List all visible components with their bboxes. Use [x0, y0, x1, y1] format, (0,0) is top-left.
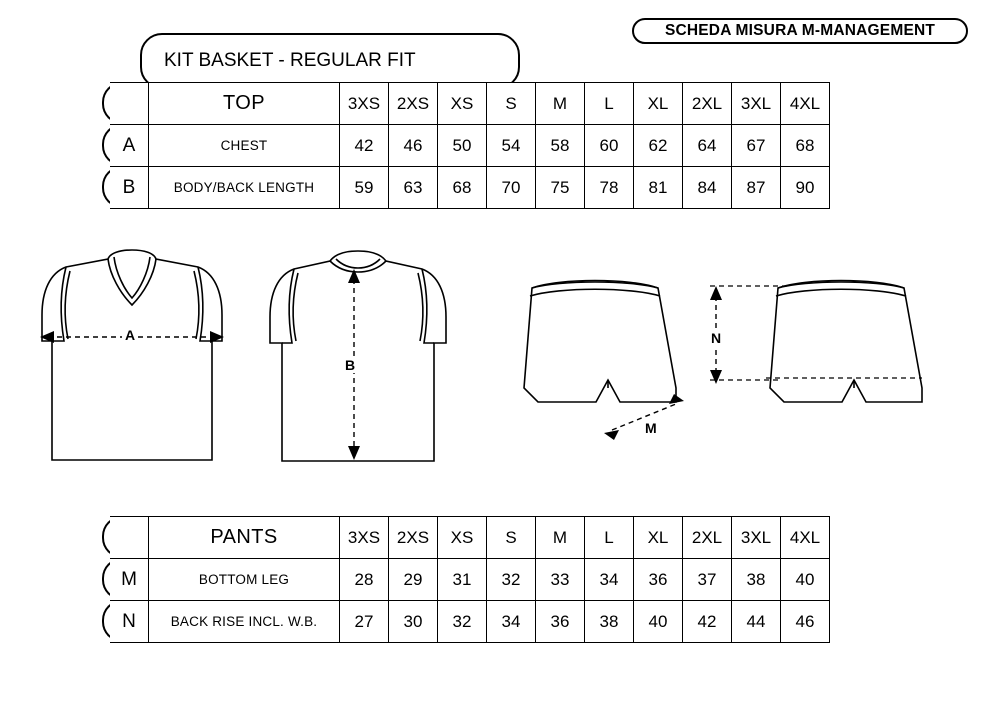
pants-size-header-5: L	[585, 517, 634, 559]
pants-row-1-name: BACK RISE INCL. W.B.	[149, 601, 340, 643]
kit-title-text: KIT BASKET - REGULAR FIT	[164, 50, 416, 71]
top-row-0-val-0: 42	[340, 125, 389, 167]
pants-row-1-val-0: 27	[340, 601, 389, 643]
pants-size-header-7: 2XL	[683, 517, 732, 559]
top-size-header-4: M	[536, 83, 585, 125]
pants-row-1-val-8: 44	[732, 601, 781, 643]
top-size-header-3: S	[487, 83, 536, 125]
top-row-1-code: B	[110, 167, 149, 209]
pants-size-header-8: 3XL	[732, 517, 781, 559]
top-row-1-val-8: 87	[732, 167, 781, 209]
jersey-back-measure-label: B	[342, 357, 358, 373]
pants-row-0-val-4: 33	[536, 559, 585, 601]
document-title-badge	[632, 18, 968, 44]
pants-row-1-val-9: 46	[781, 601, 830, 643]
kit-title-pill	[140, 33, 520, 89]
top-row-1-val-2: 68	[438, 167, 487, 209]
top-row-0-val-8: 67	[732, 125, 781, 167]
table-row	[110, 601, 830, 643]
pants-row-1-val-3: 34	[487, 601, 536, 643]
pants-size-table	[110, 516, 830, 643]
top-size-header-8: 3XL	[732, 83, 781, 125]
top-size-header-2: XS	[438, 83, 487, 125]
top-size-header-7: 2XL	[683, 83, 732, 125]
pants-row-1-val-7: 42	[683, 601, 732, 643]
jersey-front-diagram	[30, 245, 235, 475]
pants-row-1-val-5: 38	[585, 601, 634, 643]
top-row-0-val-2: 50	[438, 125, 487, 167]
top-row-0-val-5: 60	[585, 125, 634, 167]
top-row-0-name: CHEST	[149, 125, 340, 167]
shorts-front-diagram	[480, 270, 710, 455]
pants-size-header-1: 2XS	[389, 517, 438, 559]
shorts-back-measure-label: N	[708, 330, 724, 346]
top-size-header-9: 4XL	[781, 83, 830, 125]
pants-size-header-3: S	[487, 517, 536, 559]
table-row	[110, 125, 830, 167]
top-size-header-0: 3XS	[340, 83, 389, 125]
top-size-header-1: 2XS	[389, 83, 438, 125]
top-size-header-5: L	[585, 83, 634, 125]
document-title-text: SCHEDA MISURA M-MANAGEMENT	[664, 22, 936, 39]
pants-size-header-2: XS	[438, 517, 487, 559]
pants-size-header-4: M	[536, 517, 585, 559]
pants-row-1-val-2: 32	[438, 601, 487, 643]
top-row-1-val-5: 78	[585, 167, 634, 209]
top-row-1-val-4: 75	[536, 167, 585, 209]
shorts-front-measure-label: M	[642, 420, 660, 436]
top-row-0-code: A	[110, 125, 149, 167]
jersey-front-measure-label: A	[122, 327, 138, 343]
top-row-0-val-3: 54	[487, 125, 536, 167]
pants-size-header-0: 3XS	[340, 517, 389, 559]
top-row-1-name: BODY/BACK LENGTH	[149, 167, 340, 209]
top-row-0-val-9: 68	[781, 125, 830, 167]
pants-section-label: PANTS	[149, 517, 340, 559]
top-section-label: TOP	[149, 83, 340, 125]
top-table-header-row	[110, 83, 830, 125]
top-row-1-val-9: 90	[781, 167, 830, 209]
top-row-1-val-0: 59	[340, 167, 389, 209]
pants-row-0-val-3: 32	[487, 559, 536, 601]
top-row-0-val-7: 64	[683, 125, 732, 167]
pants-row-0-val-6: 36	[634, 559, 683, 601]
pants-row-1-val-6: 40	[634, 601, 683, 643]
top-size-table-grid	[110, 82, 830, 209]
top-row-0-val-6: 62	[634, 125, 683, 167]
pants-size-header-9: 4XL	[781, 517, 830, 559]
pants-row-0-code: M	[110, 559, 149, 601]
top-row-1-val-1: 63	[389, 167, 438, 209]
pants-row-1-val-1: 30	[389, 601, 438, 643]
top-row-1-val-7: 84	[683, 167, 732, 209]
top-row-1-val-6: 81	[634, 167, 683, 209]
pants-size-table-grid	[110, 516, 830, 643]
pants-table-header-row	[110, 517, 830, 559]
pants-row-0-val-0: 28	[340, 559, 389, 601]
pants-row-0-val-1: 29	[389, 559, 438, 601]
pants-row-0-val-5: 34	[585, 559, 634, 601]
table-row	[110, 167, 830, 209]
top-row-1-val-3: 70	[487, 167, 536, 209]
pants-row-1-val-4: 36	[536, 601, 585, 643]
top-size-table	[110, 82, 830, 209]
pants-row-1-code: N	[110, 601, 149, 643]
pants-size-header-6: XL	[634, 517, 683, 559]
top-size-header-6: XL	[634, 83, 683, 125]
pants-row-0-val-2: 31	[438, 559, 487, 601]
pants-row-0-val-8: 38	[732, 559, 781, 601]
pants-row-0-val-9: 40	[781, 559, 830, 601]
pants-row-0-name: BOTTOM LEG	[149, 559, 340, 601]
top-row-0-val-4: 58	[536, 125, 585, 167]
pants-row-0-val-7: 37	[683, 559, 732, 601]
pants-header-code-cell	[110, 517, 149, 559]
top-row-0-val-1: 46	[389, 125, 438, 167]
table-row	[110, 559, 830, 601]
shorts-back-diagram	[700, 270, 930, 455]
top-header-code-cell	[110, 83, 149, 125]
jersey-back-diagram	[258, 245, 458, 475]
